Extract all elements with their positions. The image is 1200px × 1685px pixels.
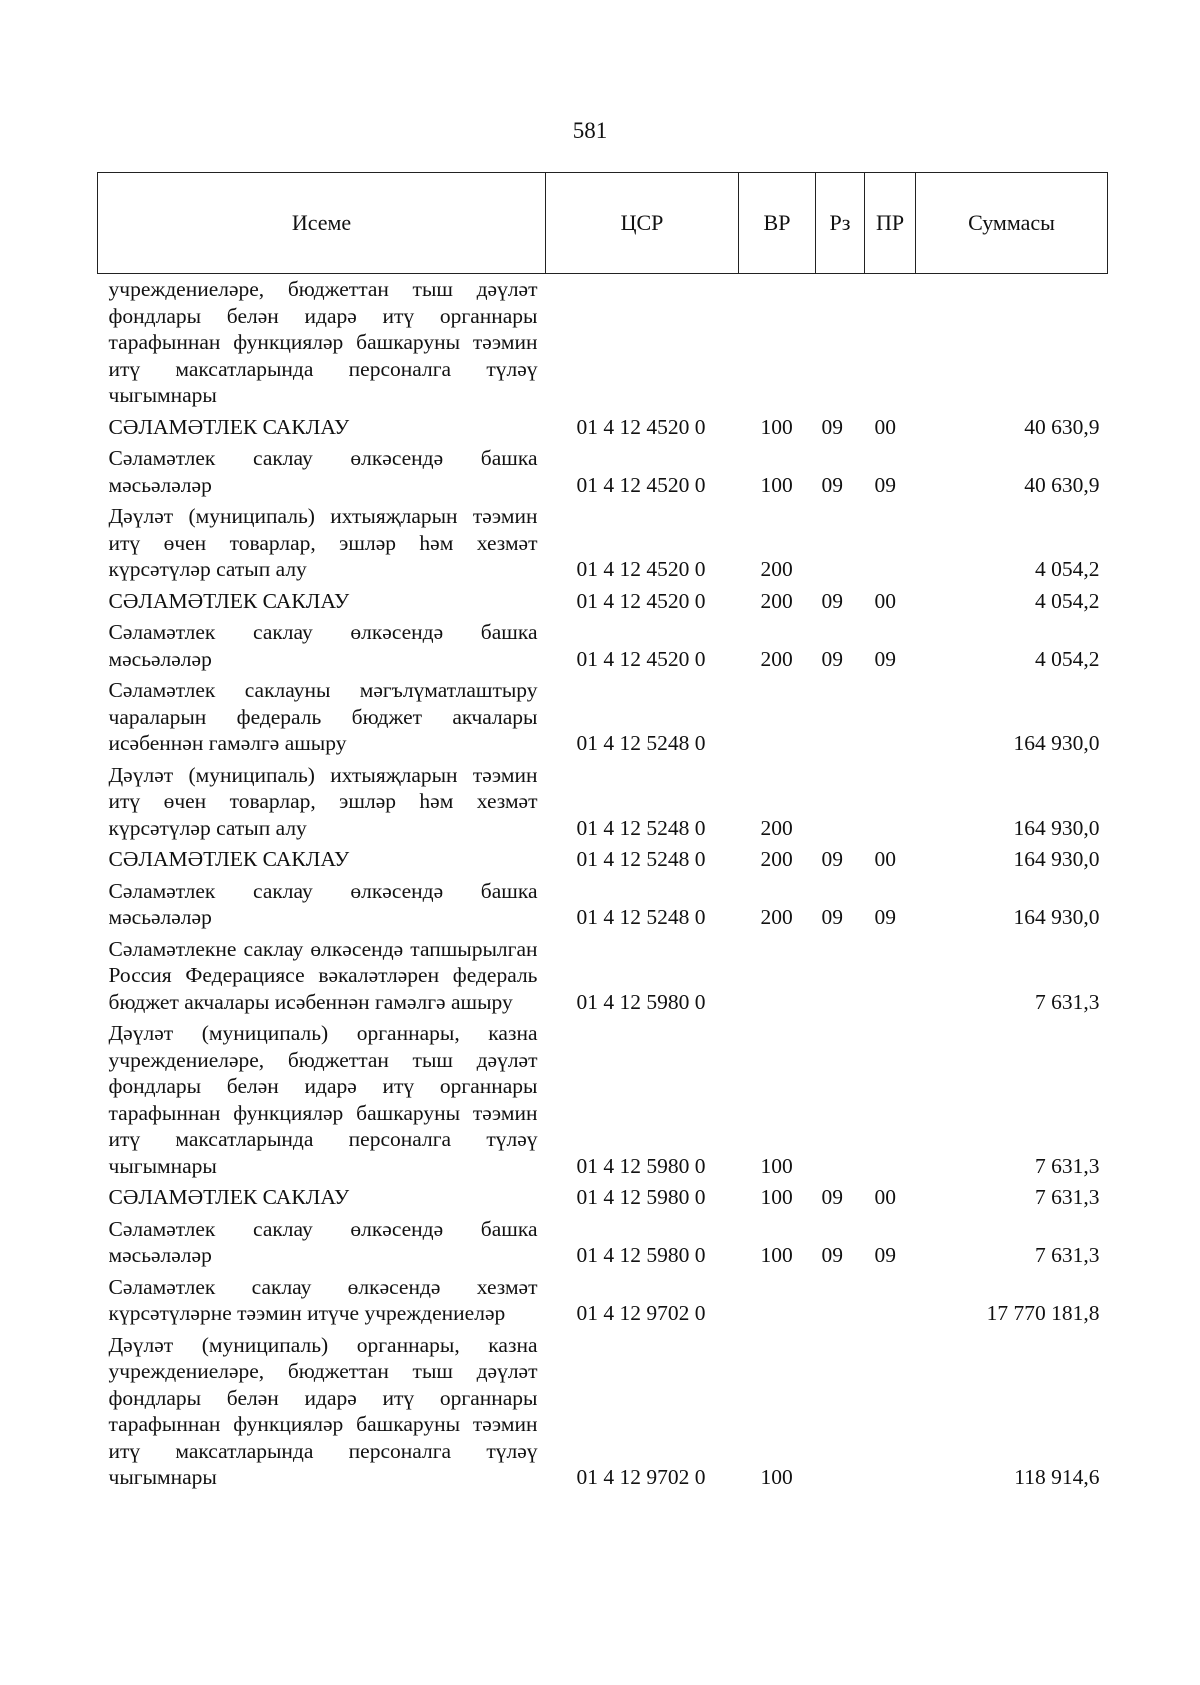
table-row [98,1020,1108,1184]
cell-vr: 200 [760,646,793,671]
cell-pr [865,936,916,1021]
cell-sum: 4 054,2 [1035,557,1100,581]
cell-sum: 7 631,3 [1035,989,1100,1014]
cell-sum [916,274,1108,414]
budget-table [97,172,1108,1496]
cell-sum: 118 914,6 [1014,1465,1100,1489]
cell-rz: 09 [821,1243,843,1267]
cell-rz [816,1020,865,1184]
cell-vr: 100 [760,1243,793,1267]
cell-csr: 01 4 12 4520 0 [576,472,706,497]
cell-vr [739,677,816,762]
cell-sum: 4 054,2 [1035,588,1100,613]
table-row [98,1184,1108,1216]
cell-name: Сәламәтлек саклау өлкәсендә башка мәсьәләләр [108,878,538,929]
cell-rz [816,503,865,588]
cell-rz [816,274,865,414]
cell-name: Сәламәтлек саклау өлкәсендә башка мәсьәләләр [108,446,538,497]
cell-csr: 01 4 12 5980 0 [576,1185,706,1209]
cell-pr [865,1274,916,1332]
cell-pr [865,503,916,588]
cell-rz: 09 [821,646,843,671]
cell-sum: 164 930,0 [1013,847,1100,871]
cell-name: Сәламәтлек саклау өлкәсендә башка мәсьәләләр [108,1216,538,1267]
header-name: Исеме [98,173,546,274]
header-row [98,173,1108,274]
cell-csr [546,274,739,414]
cell-csr: 01 4 12 4520 0 [576,588,706,613]
cell-pr: 00 [874,588,896,613]
cell-sum: 7 631,3 [1035,1185,1100,1209]
table-row [98,1274,1108,1332]
cell-csr: 01 4 12 5980 0 [576,1243,706,1267]
cell-rz [816,1274,865,1332]
table-body [98,274,1108,1496]
cell-name: СӘЛАМӘТЛЕК САКЛАУ [108,588,350,613]
cell-csr: 01 4 12 4520 0 [576,646,706,671]
cell-name: СӘЛАМӘТЛЕК САКЛАУ [108,847,350,871]
cell-sum: 7 631,3 [1035,1243,1100,1267]
cell-vr: 200 [760,557,793,581]
cell-sum: 164 930,0 [1013,815,1100,840]
cell-vr: 100 [760,1185,793,1209]
cell-pr [865,677,916,762]
table-row [98,588,1108,620]
cell-name: Сәламәтлек саклауны мәгълүматлаштыру чараларын федераль бюджет акчалары исәбеннән гамәлгә ашыру [108,678,538,755]
cell-csr: 01 4 12 9702 0 [576,1465,706,1489]
cell-vr: 100 [760,1153,793,1178]
table-row [98,274,1108,414]
table-row [98,846,1108,878]
table-row [98,1216,1108,1274]
cell-vr [739,936,816,1021]
cell-vr: 200 [760,847,793,871]
cell-name: Сәламәтлек саклау өлкәсендә башка мәсьәләләр [108,620,538,671]
table-row [98,503,1108,588]
cell-vr: 200 [760,815,793,840]
cell-pr: 09 [874,1243,896,1267]
cell-pr [865,1020,916,1184]
cell-name: СӘЛАМӘТЛЕК САКЛАУ [108,1185,350,1209]
cell-rz: 09 [821,472,843,497]
cell-csr: 01 4 12 4520 0 [576,557,706,581]
cell-csr: 01 4 12 5248 0 [576,815,706,840]
cell-sum: 164 930,0 [1013,905,1100,929]
cell-pr: 09 [874,646,896,671]
cell-pr [865,274,916,414]
cell-csr: 01 4 12 5980 0 [576,989,706,1014]
cell-sum: 17 770 181,8 [986,1301,1100,1325]
cell-pr: 00 [874,414,896,439]
cell-rz: 09 [821,588,843,613]
cell-vr: 100 [760,1465,793,1489]
header-pr: ПР [865,173,916,274]
cell-name: Дәүләт (муниципаль) ихтыяҗларын тәэмин итү өчен товарлар, эшләр һәм хезмәт күрсәтүләр сатып алу [108,762,538,840]
cell-sum: 7 631,3 [1035,1153,1100,1178]
cell-sum: 40 630,9 [1024,472,1100,497]
cell-rz: 09 [821,905,843,929]
cell-name: Сәламәтлек саклау өлкәсендә хезмәт күрсәтүләрне тәэмин итүче учреждениеләр [108,1274,538,1325]
cell-csr: 01 4 12 5248 0 [576,905,706,929]
cell-pr: 09 [874,472,896,497]
table-row [98,677,1108,762]
cell-vr [739,274,816,414]
cell-rz [816,1332,865,1496]
cell-pr: 00 [874,847,896,871]
table-header [98,173,1108,274]
cell-name: Дәүләт (муниципаль) ихтыяҗларын тәэмин итү өчен товарлар, эшләр һәм хезмәт күрсәтүләр сатып алу [108,504,538,581]
cell-sum: 40 630,9 [1024,414,1100,439]
cell-csr: 01 4 12 5980 0 [576,1153,706,1178]
cell-pr: 00 [874,1185,896,1209]
cell-rz: 09 [821,847,843,871]
cell-name: учреждениеләре, бюджеттан тыш дәүләт фондлары белән идарә итү органнары тарафыннан функцияләр башкаруны тәэмин итү максатларында персоналга түләү чыгымнары [108,277,538,407]
cell-pr [865,1332,916,1496]
header-csr: ЦСР [546,173,739,274]
budget-table-container [97,172,1107,1496]
page-number: 581 [572,118,608,143]
table-row [98,619,1108,677]
cell-pr: 09 [874,905,896,929]
header-rz: Рз [816,173,865,274]
cell-vr: 200 [760,588,793,613]
cell-sum: 164 930,0 [1013,731,1100,755]
cell-sum: 4 054,2 [1035,646,1100,671]
cell-rz: 09 [821,1185,843,1209]
header-vr: ВР [739,173,816,274]
cell-name: СӘЛАМӘТЛЕК САКЛАУ [108,414,350,439]
table-row [98,878,1108,936]
cell-rz [816,677,865,762]
cell-csr: 01 4 12 5248 0 [576,847,706,871]
cell-pr [865,762,916,847]
cell-vr: 100 [760,472,793,497]
table-row [98,445,1108,503]
table-row [98,936,1108,1021]
cell-csr: 01 4 12 4520 0 [576,414,706,439]
cell-rz [816,936,865,1021]
header-sum: Суммасы [916,173,1108,274]
cell-rz: 09 [821,414,843,439]
cell-rz [816,762,865,847]
cell-name: Дәүләт (муниципаль) органнары, казна учреждениеләре, бюджеттан тыш дәүләт фондлары белән идарә итү органнары тарафыннан функцияләр башкаруны тәэмин итү максатларында персоналга түләү чыгымнары [108,1021,538,1178]
cell-csr: 01 4 12 9702 0 [576,1301,706,1325]
table-row [98,414,1108,446]
cell-vr: 100 [760,414,793,439]
table-row [98,762,1108,847]
cell-vr [739,1274,816,1332]
table-row [98,1332,1108,1496]
cell-name: Дәүләт (муниципаль) органнары, казна учреждениеләре, бюджеттан тыш дәүләт фондлары белән идарә итү органнары тарафыннан функцияләр башкаруны тәэмин итү максатларында персоналга түләү чыгымнары [108,1332,538,1489]
cell-name: Сәламәтлекне саклау өлкәсендә тапшырылган Россия Федерациясе вәкаләтләрен федераль бюджет акчалары исәбеннән гамәлгә ашыру [108,936,538,1014]
cell-csr: 01 4 12 5248 0 [576,731,706,755]
cell-vr: 200 [760,905,793,929]
